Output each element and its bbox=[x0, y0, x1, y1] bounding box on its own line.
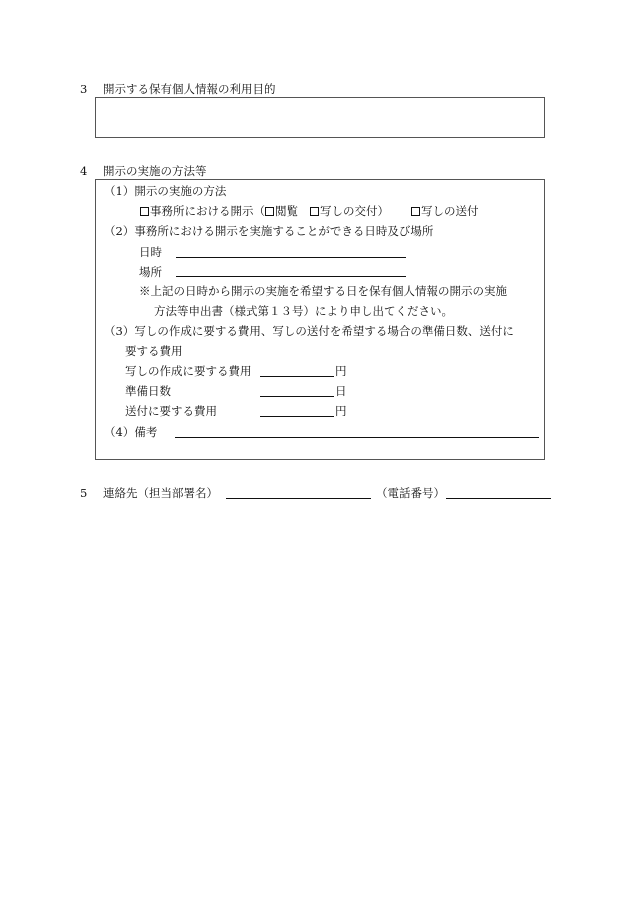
section5-number: 5 bbox=[80, 486, 88, 500]
copy-delivery-label: 写しの交付） bbox=[320, 204, 389, 218]
mail-cost-field[interactable] bbox=[260, 416, 334, 417]
phone-label: （電話番号） bbox=[376, 486, 445, 500]
date-field[interactable] bbox=[176, 257, 406, 258]
prep-days-unit: 日 bbox=[335, 384, 347, 398]
viewing-checkbox[interactable] bbox=[265, 207, 274, 216]
place-field[interactable] bbox=[176, 276, 406, 277]
copy-cost-unit: 円 bbox=[335, 364, 347, 378]
phone-field[interactable] bbox=[446, 498, 551, 499]
prep-days-field[interactable] bbox=[260, 396, 334, 397]
note-line1: ※上記の日時から開示の実施を希望する日を保有個人情報の開示の実施 bbox=[139, 284, 507, 298]
remarks-field[interactable] bbox=[175, 437, 539, 438]
department-field[interactable] bbox=[226, 498, 371, 499]
item1-label: （1）開示の実施の方法 bbox=[104, 184, 227, 198]
copy-mail-label: 写しの送付 bbox=[421, 204, 479, 218]
copy-mail-checkbox[interactable] bbox=[411, 207, 420, 216]
copy-cost-field[interactable] bbox=[260, 376, 334, 377]
method-options-row bbox=[140, 204, 479, 218]
section4-number: 4 bbox=[80, 164, 88, 178]
item3-label-line2: 要する費用 bbox=[125, 344, 183, 358]
viewing-label: 閲覧 bbox=[275, 204, 298, 218]
item4-label: （4）備考 bbox=[104, 425, 158, 439]
mail-cost-label: 送付に要する費用 bbox=[125, 404, 217, 418]
office-disclosure-checkbox[interactable] bbox=[140, 207, 149, 216]
item2-label: （2）事務所における開示を実施することができる日時及び場所 bbox=[104, 224, 434, 238]
place-label: 場所 bbox=[139, 265, 162, 279]
contact-label: 連絡先（担当部署名） bbox=[103, 486, 218, 500]
section3-heading: 開示する保有個人情報の利用目的 bbox=[103, 82, 276, 96]
date-label: 日時 bbox=[139, 245, 162, 259]
note-line2: 方法等申出書（様式第１３号）により申し出てください。 bbox=[154, 304, 453, 318]
mail-cost-unit: 円 bbox=[335, 404, 347, 418]
section3-number: 3 bbox=[80, 82, 88, 96]
purpose-field[interactable] bbox=[95, 97, 545, 138]
copy-cost-label: 写しの作成に要する費用 bbox=[125, 364, 252, 378]
office-disclosure-label: 事務所における開示（ bbox=[150, 204, 265, 218]
section4-heading: 開示の実施の方法等 bbox=[103, 164, 207, 178]
copy-delivery-checkbox[interactable] bbox=[310, 207, 319, 216]
item3-label-line1: （3）写しの作成に要する費用、写しの送付を希望する場合の準備日数、送付に bbox=[104, 324, 514, 338]
prep-days-label: 準備日数 bbox=[125, 384, 171, 398]
